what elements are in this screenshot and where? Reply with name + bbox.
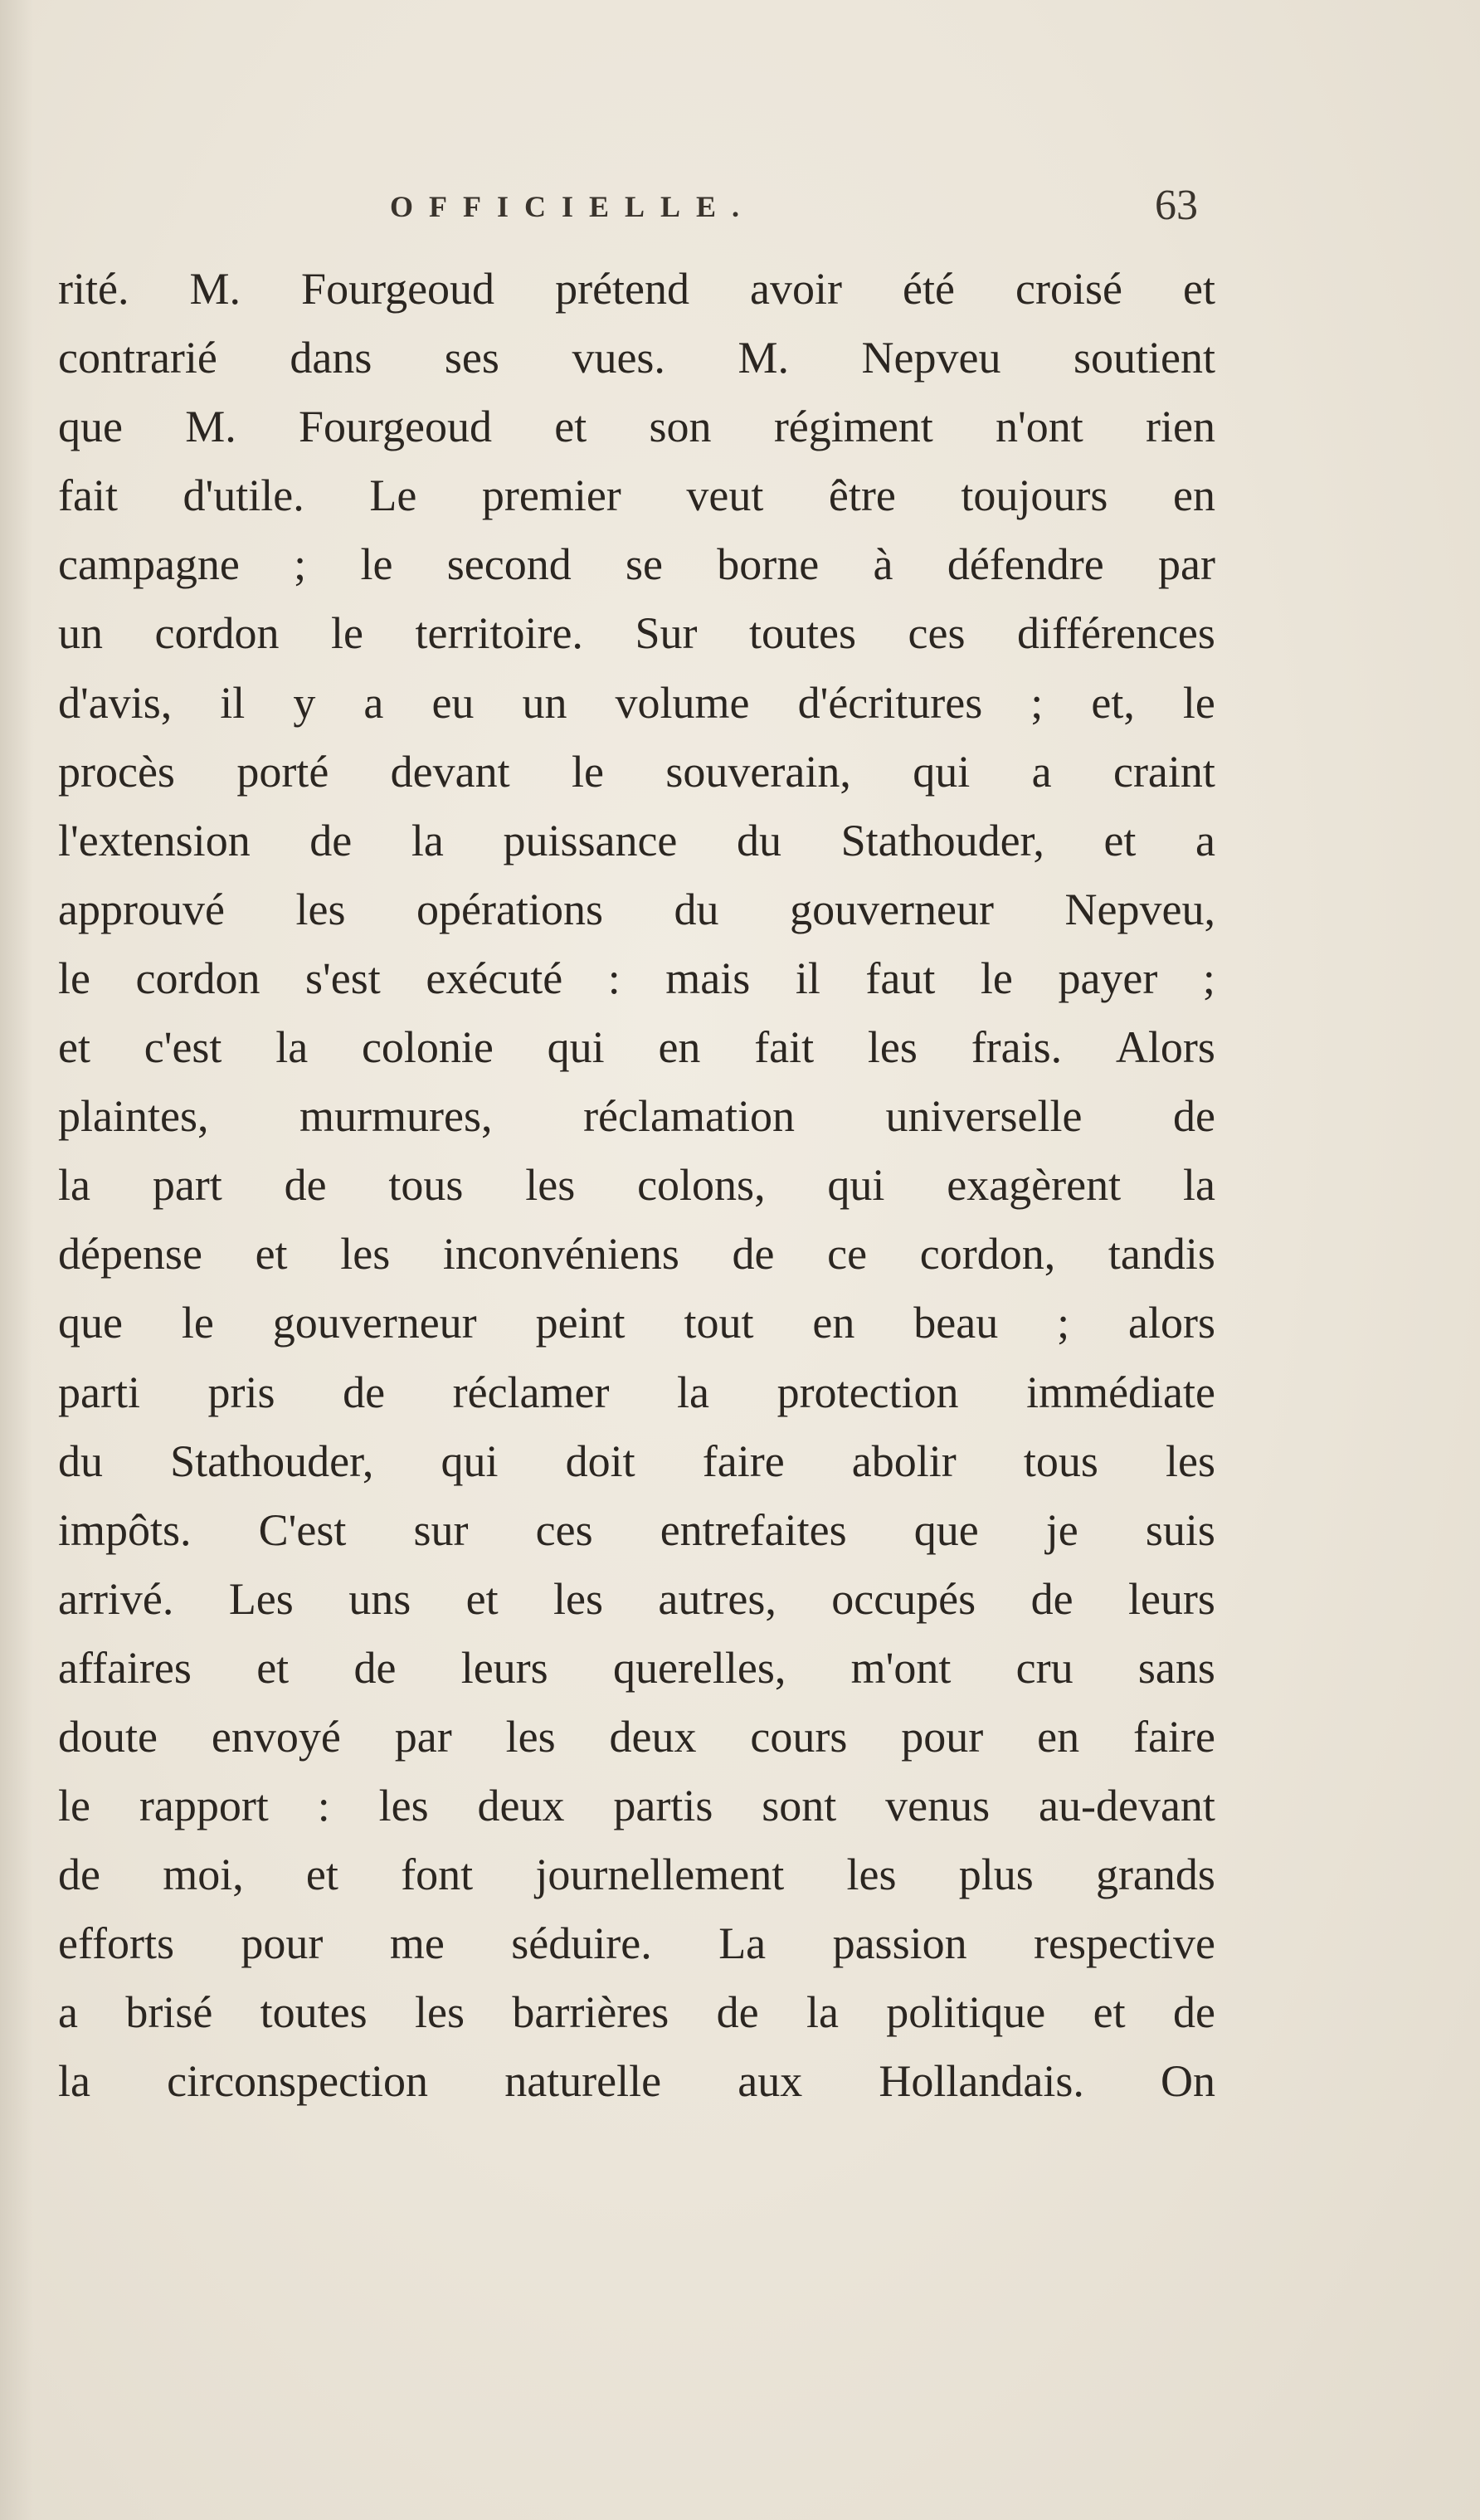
text-line: et c'est la colonie qui en fait les frais. Alors <box>58 1022 1215 1073</box>
text-line: procès porté devant le souverain, qui a craint <box>58 746 1215 797</box>
text-line: le cordon s'est exécuté : mais il faut le payer ; <box>58 953 1215 1003</box>
body-text <box>58 255 1215 2117</box>
page-number: 63 <box>1155 182 1198 229</box>
gutter-shadow <box>0 0 33 2520</box>
text-line: affaires et de leurs querelles, m'ont cru sans <box>58 1642 1215 1693</box>
text-line: de moi, et font journellement les plus grands <box>58 1850 1215 1900</box>
text-line: d'avis, il y a eu un volume d'écritures ; et, le <box>58 677 1215 728</box>
text-line: la circonspection naturelle aux Hollandais. On <box>58 2056 1215 2107</box>
running-head <box>0 181 1480 239</box>
text-line: que M. Fourgeoud et son régiment n'ont rien <box>58 402 1215 452</box>
text-line: efforts pour me séduire. La passion respective <box>58 1918 1215 1969</box>
running-title: OFFICIELLE. <box>390 190 756 223</box>
text-line: que le gouverneur peint tout en beau ; alors <box>58 1298 1215 1348</box>
text-line: rité. M. Fourgeoud prétend avoir été croisé et <box>58 264 1215 314</box>
text-line: fait d'utile. Le premier veut être toujours en <box>58 470 1215 521</box>
text-line: doute envoyé par les deux cours pour en faire <box>58 1711 1215 1762</box>
text-line: un cordon le territoire. Sur toutes ces différences <box>58 608 1215 659</box>
text-line: impôts. C'est sur ces entrefaites que je suis <box>58 1504 1215 1555</box>
text-line: du Stathouder, qui doit faire abolir tous les <box>58 1435 1215 1486</box>
text-line: l'extension de la puissance du Stathouder, et a <box>58 815 1215 865</box>
text-line: a brisé toutes les barrières de la politique et de <box>58 1987 1215 2038</box>
text-line: contrarié dans ses vues. M. Nepveu soutient <box>58 333 1215 383</box>
text-line: parti pris de réclamer la protection immédiate <box>58 1367 1215 1417</box>
text-line: arrivé. Les uns et les autres, occupés de leurs <box>58 1573 1215 1624</box>
text-line: approuvé les opérations du gouverneur Nepveu, <box>58 884 1215 934</box>
text-line: le rapport : les deux partis sont venus au-devant <box>58 1781 1215 1831</box>
text-line: dépense et les inconvéniens de ce cordon, tandis <box>58 1229 1215 1279</box>
text-line: plaintes, murmures, réclamation universelle de <box>58 1091 1215 1142</box>
text-line: campagne ; le second se borne à défendre par <box>58 539 1215 590</box>
text-line: la part de tous les colons, qui exagèrent la <box>58 1160 1215 1211</box>
